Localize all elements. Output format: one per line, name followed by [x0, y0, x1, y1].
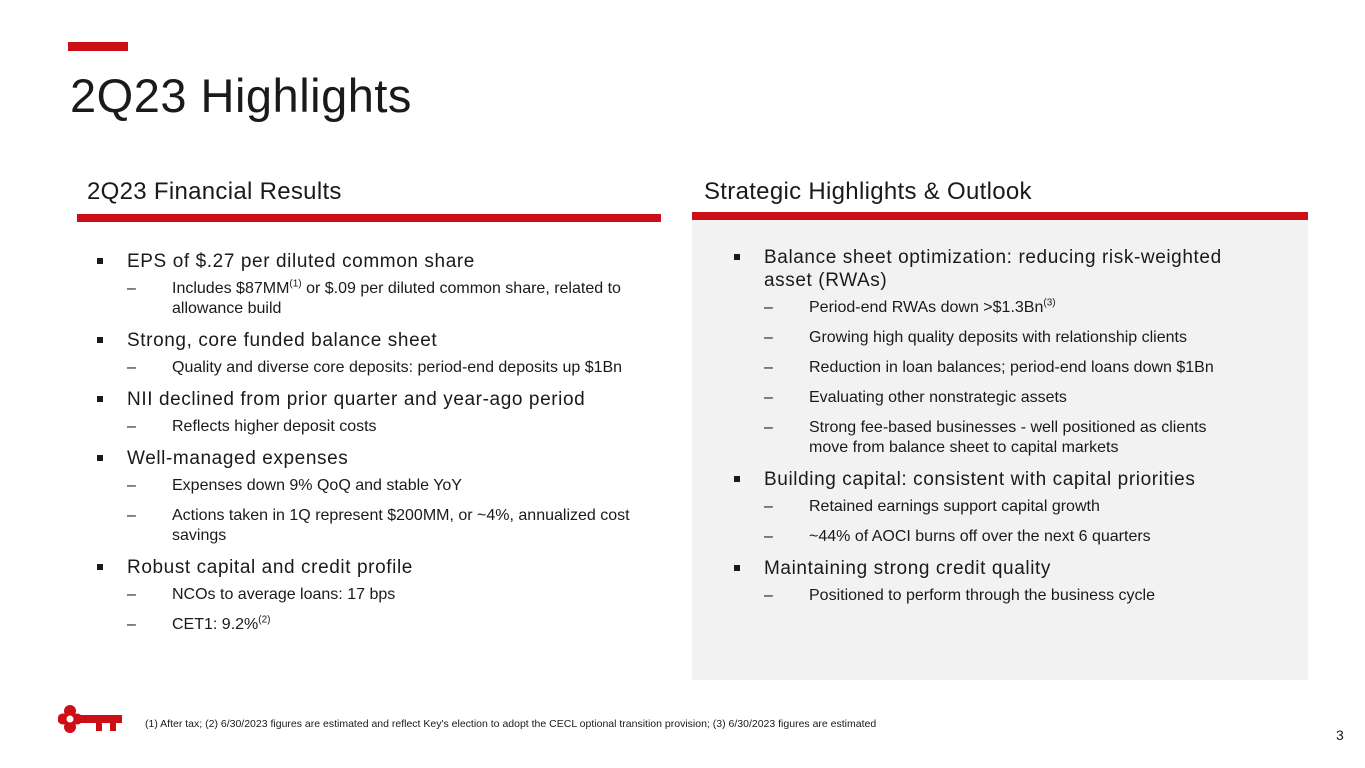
bullet-item: [730, 557, 1274, 606]
footnote-ref: (3): [1043, 297, 1056, 309]
sub-bullet-item: [764, 418, 1249, 458]
bullet-item: [93, 329, 661, 378]
strategic-highlights-header: Strategic Highlights & Outlook: [704, 178, 1032, 205]
sub-bullet-item: [127, 615, 662, 635]
sub-bullet-text: Period-end RWAs down >$1.3Bn: [809, 299, 1044, 316]
sub-bullet-text: Quality and diverse core deposits: period-end deposits up $1Bn: [172, 359, 623, 376]
bullet-text: Building capital: consistent with capital priorities: [764, 469, 1196, 490]
sub-bullet-item: [127, 279, 662, 319]
sub-bullet-item: [764, 586, 1249, 606]
bullet-item: [730, 246, 1274, 458]
sub-bullet-item: [127, 358, 662, 378]
sub-bullet-item: [127, 476, 662, 496]
financial-results-section: [77, 172, 661, 645]
footnote: (1) After tax; (2) 6/30/2023 figures are estimated and reflect Key's election to adopt the CECL optional transition provision; (3) 6/30/2023 figures are estimated: [145, 718, 877, 730]
sub-bullet-text: or $.09 per diluted common share, related to allowance build: [172, 280, 621, 317]
sub-bullet-text: Includes $87MM: [172, 280, 290, 297]
strategic-highlights-section: [692, 172, 1308, 680]
footnote-ref: (1): [289, 278, 302, 290]
sub-bullet-item: [764, 328, 1249, 348]
bullet-item: [730, 468, 1274, 547]
sub-bullet-item: [127, 585, 662, 605]
bullet-text: Balance sheet optimization: reducing risk-weighted asset (RWAs): [764, 247, 1222, 291]
sub-bullet-list: [764, 586, 1274, 606]
page-number: 3: [1336, 727, 1344, 743]
sub-bullet-text: Actions taken in 1Q represent $200MM, or ~4%, annualized cost savings: [172, 507, 630, 544]
sub-bullet-text: Strong fee-based businesses - well positioned as clients move from balance sheet to capital markets: [809, 419, 1207, 456]
financial-results-panel: [77, 222, 661, 635]
financial-results-list: [93, 250, 661, 635]
sub-bullet-list: [127, 476, 661, 546]
sub-bullet-text: Expenses down 9% QoQ and stable YoY: [172, 477, 462, 494]
sub-bullet-list: [127, 585, 661, 635]
sub-bullet-item: [127, 506, 662, 546]
sub-bullet-list: [764, 298, 1274, 458]
sub-bullet-list: [764, 497, 1274, 547]
sub-bullet-list: [127, 358, 661, 378]
sub-bullet-list: [127, 417, 661, 437]
sub-bullet-text: CET1: 9.2%: [172, 616, 259, 633]
sub-bullet-list: [127, 279, 661, 319]
bullet-text: Maintaining strong credit quality: [764, 558, 1051, 579]
sub-bullet-item: [127, 417, 662, 437]
sub-bullet-text: Retained earnings support capital growth: [809, 498, 1100, 515]
bullet-item: [93, 447, 661, 546]
sub-bullet-text: ~44% of AOCI burns off over the next 6 quarters: [809, 528, 1151, 545]
sub-bullet-item: [764, 388, 1249, 408]
bullet-item: [93, 250, 661, 319]
financial-results-header: 2Q23 Financial Results: [87, 178, 342, 205]
bullet-item: [93, 556, 661, 635]
sub-bullet-text: NCOs to average loans: 17 bps: [172, 586, 396, 603]
title-accent-bar: [68, 42, 128, 51]
bullet-text: NII declined from prior quarter and year-ago period: [127, 389, 586, 410]
sub-bullet-text: Growing high quality deposits with relationship clients: [809, 329, 1187, 346]
sub-bullet-text: Reflects higher deposit costs: [172, 418, 377, 435]
sub-bullet-item: [764, 497, 1249, 517]
footnote-ref: (2): [258, 614, 271, 626]
bullet-text: EPS of $.27 per diluted common share: [127, 251, 475, 272]
bullet-item: [93, 388, 661, 437]
key-logo-icon: [58, 704, 124, 739]
sub-bullet-item: [764, 298, 1249, 318]
strategic-highlights-rule: [692, 212, 1308, 220]
financial-results-rule: [77, 214, 661, 222]
page-title: 2Q23 Highlights: [70, 69, 412, 122]
bullet-text: Well-managed expenses: [127, 448, 349, 469]
bullet-text: Robust capital and credit profile: [127, 557, 413, 578]
sub-bullet-text: Positioned to perform through the business cycle: [809, 587, 1155, 604]
strategic-highlights-panel: [692, 220, 1308, 680]
bullet-text: Strong, core funded balance sheet: [127, 330, 438, 351]
sub-bullet-text: Reduction in loan balances; period-end loans down $1Bn: [809, 359, 1214, 376]
strategic-highlights-list: [730, 246, 1308, 606]
sub-bullet-item: [764, 527, 1249, 547]
sub-bullet-item: [764, 358, 1249, 378]
sub-bullet-text: Evaluating other nonstrategic assets: [809, 389, 1067, 406]
